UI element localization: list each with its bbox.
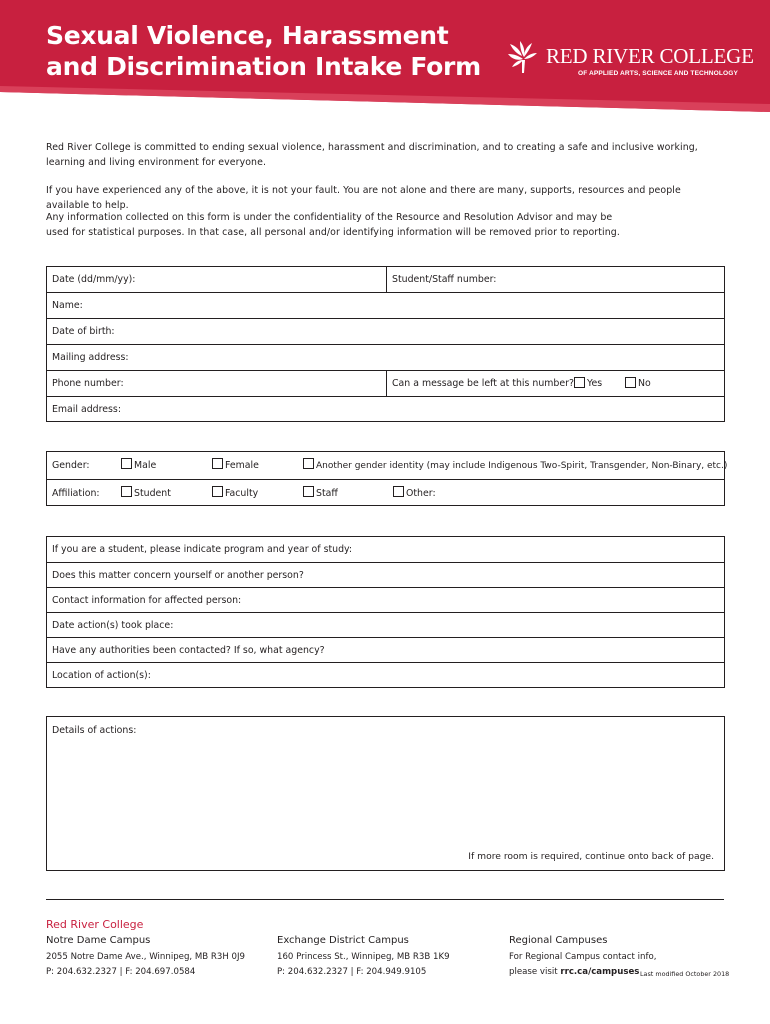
email-row <box>47 396 724 422</box>
other-gender-checkbox[interactable] <box>303 458 314 469</box>
affiliation-row <box>47 479 724 506</box>
contact-row <box>47 587 724 613</box>
college-logo <box>506 40 754 80</box>
concern-field[interactable]: Does this matter concern yourself or another person? <box>52 570 304 581</box>
authorities-row <box>47 637 724 663</box>
student-checkbox[interactable] <box>121 486 132 497</box>
other-affiliation-checkbox[interactable] <box>393 486 404 497</box>
male-checkbox[interactable] <box>121 458 132 469</box>
incident-section <box>46 536 725 688</box>
affiliation-label: Affiliation: <box>52 488 100 499</box>
female-label: Female <box>225 460 259 471</box>
campus3-name: Regional Campuses <box>509 935 608 946</box>
faculty-label: Faculty <box>225 488 259 499</box>
other-affiliation-label: Other: <box>406 488 436 499</box>
student-label: Student <box>134 488 171 499</box>
details-note: If more room is required, continue onto back of page. <box>468 851 714 862</box>
mailing-address-field[interactable]: Mailing address: <box>52 352 129 363</box>
intro-paragraph-2: If you have experienced any of the above, it is not your fault. You are not alone and there are many, supports, resources and people available to help. <box>46 185 681 211</box>
form-title-line1: Sexual Violence, Harassment <box>46 21 449 50</box>
campus3-prefix: please visit <box>509 967 561 977</box>
campus1-name: Notre Dame Campus <box>46 935 151 946</box>
form-title-line2: and Discrimination Intake Form <box>46 52 481 81</box>
concern-row <box>47 562 724 588</box>
logo-tagline: OF APPLIED ARTS, SCIENCE AND TECHNOLOGY <box>578 70 738 77</box>
authorities-field[interactable]: Have any authorities been contacted? If so, what agency? <box>52 645 325 656</box>
date-field[interactable]: Date (dd/mm/yy): <box>52 274 136 285</box>
personal-info-section <box>46 266 725 422</box>
mailing-row <box>47 344 724 370</box>
demographics-section <box>46 451 728 506</box>
campus1-address: 2055 Notre Dame Ave., Winnipeg, MB R3H 0J9 <box>46 952 246 962</box>
campus3-line1: For Regional Campus contact info, <box>509 952 657 962</box>
header-banner <box>0 0 770 112</box>
campus1-phone: P: 204.632.2327 | F: 204.697.0584 <box>46 967 196 977</box>
intro-paragraph-1: Red River College is committed to ending sexual violence, harassment and discrimination, and to creating a safe and inclusive working, learning and living environment for everyone. <box>46 142 698 168</box>
date-actions-row <box>47 612 724 638</box>
campus3-line2 <box>509 967 639 977</box>
campus2-name: Exchange District Campus <box>277 935 409 946</box>
leaf-icon <box>506 40 542 76</box>
staff-checkbox[interactable] <box>303 486 314 497</box>
no-label: No <box>638 378 651 389</box>
yes-label: Yes <box>587 378 603 389</box>
logo-name: RED RIVER COLLEGE <box>546 44 754 68</box>
gender-row <box>47 452 728 480</box>
student-number-field[interactable]: Student/Staff number: <box>392 274 497 285</box>
name-field[interactable]: Name: <box>52 300 83 311</box>
divider <box>386 267 387 293</box>
details-section[interactable] <box>46 716 725 871</box>
intro-paragraph-3: Any information collected on this form is under the confidentiality of the Resource and Resolution Advisor and may be used for statistical purposes. In that case, all personal and/or identifying information will be removed prior to reporting. <box>46 212 620 238</box>
dob-row <box>47 318 724 344</box>
phone-field[interactable]: Phone number: <box>52 378 124 389</box>
divider <box>386 371 387 396</box>
footer-brand: Red River College <box>46 918 144 931</box>
male-label: Male <box>134 460 157 471</box>
program-field[interactable]: If you are a student, please indicate program and year of study: <box>52 544 353 555</box>
faculty-checkbox[interactable] <box>212 486 223 497</box>
location-field[interactable]: Location of action(s): <box>52 670 151 681</box>
campus-link[interactable]: rrc.ca/campuses <box>560 967 640 977</box>
yes-checkbox[interactable] <box>574 377 585 388</box>
female-checkbox[interactable] <box>212 458 223 469</box>
other-gender-label: Another gender identity (may include Indigenous Two-Spirit, Transgender, Non-Binary, etc.) <box>316 461 728 471</box>
campus2-address: 160 Princess St., Winnipeg, MB R3B 1K9 <box>277 952 450 962</box>
email-field[interactable]: Email address: <box>52 404 121 415</box>
dob-field[interactable]: Date of birth: <box>52 326 115 337</box>
date-actions-field[interactable]: Date action(s) took place: <box>52 620 174 631</box>
gender-label: Gender: <box>52 460 90 471</box>
phone-row <box>47 370 724 396</box>
last-modified: Last modified October 2018 <box>640 970 730 978</box>
date-row <box>47 267 724 293</box>
staff-label: Staff <box>316 488 338 499</box>
program-row <box>47 537 724 563</box>
no-checkbox[interactable] <box>625 377 636 388</box>
message-question: Can a message be left at this number? <box>392 378 574 389</box>
footer-divider <box>46 899 724 900</box>
campus2-phone: P: 204.632.2327 | F: 204.949.9105 <box>277 967 427 977</box>
name-row <box>47 292 724 318</box>
form-title <box>46 20 481 82</box>
contact-field[interactable]: Contact information for affected person: <box>52 595 242 606</box>
details-label: Details of actions: <box>52 725 137 736</box>
location-row <box>47 662 724 688</box>
